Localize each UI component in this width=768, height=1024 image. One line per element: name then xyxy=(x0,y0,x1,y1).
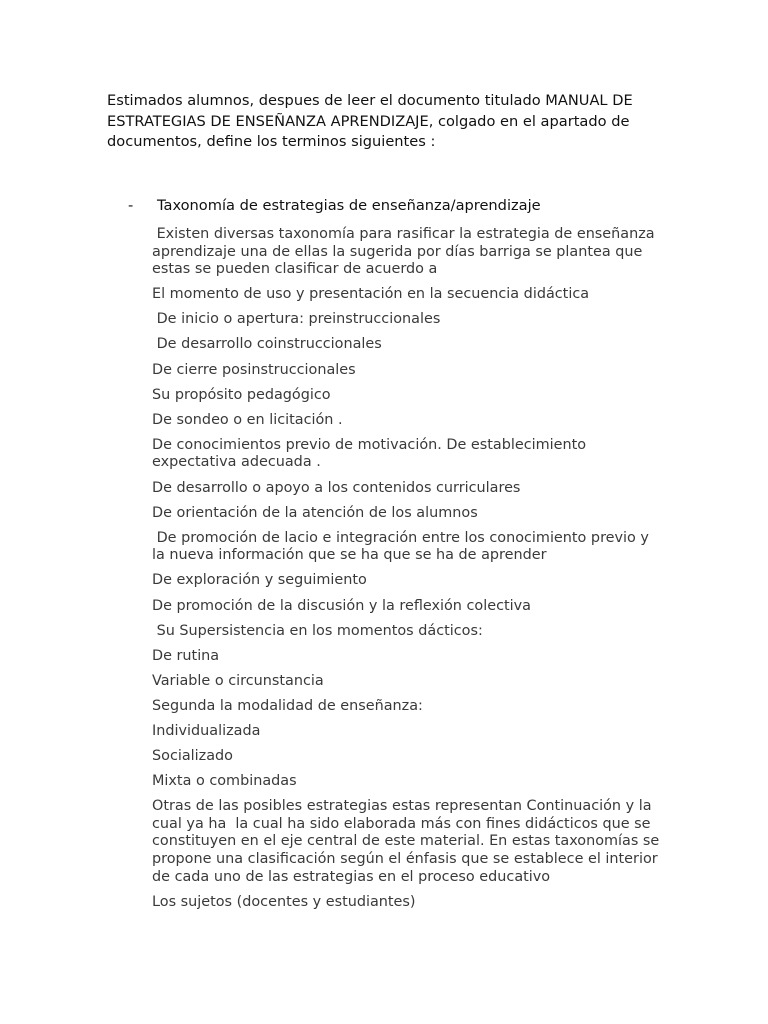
paragraph: De rutina xyxy=(152,647,220,664)
paragraph: De exploración y seguimiento xyxy=(152,572,367,589)
paragraph: Su propósito pedagógico xyxy=(152,386,331,403)
paragraph: De promoción de lacio e integración entre los conocimiento previo y la nueva información que se ha que se ha de aprender xyxy=(152,529,649,564)
paragraph: De orientación de la atención de los alumnos xyxy=(152,504,478,521)
paragraph: Mixta o combinadas xyxy=(152,773,297,790)
paragraph: De cierre posinstruccionales xyxy=(152,361,356,378)
paragraph: De desarrollo o apoyo a los contenidos curriculares xyxy=(152,479,521,496)
paragraph: Individualizada xyxy=(152,722,261,739)
paragraph: Socializado xyxy=(152,748,233,765)
paragraph: Existen diversas taxonomía para rasificar la estrategia de enseñanza aprendizaje una de ellas la sugerida por días barriga se plantea que estas se pueden clasificar de acuerdo a xyxy=(152,226,655,278)
paragraph: De conocimientos previo de motivación. De establecimiento expectativa adecuada . xyxy=(152,436,587,471)
paragraph: De desarrollo coinstruccionales xyxy=(152,336,382,353)
intro-paragraph: Estimados alumnos, despues de leer el documento titulado MANUAL DE ESTRATEGIAS DE ENSEÑANZA APRENDIZAJE, colgado en el apartado de documentos, define los terminos siguientes : xyxy=(107,92,633,150)
paragraph: De sondeo o en licitación . xyxy=(152,411,343,428)
paragraph: Variable o circunstancia xyxy=(152,672,324,689)
section-heading: Taxonomía de estrategias de enseñanza/aprendizaje xyxy=(157,197,541,214)
paragraph: Su Supersistencia en los momentos dácticos: xyxy=(152,622,483,639)
bullet-marker: - xyxy=(128,197,134,214)
paragraph: El momento de uso y presentación en la secuencia didáctica xyxy=(152,286,590,303)
paragraph: Otras de las posibles estrategias estas representan Continuación y la cual ya ha la cual ha sido elaborada más con fines didácticos que se constituyen en el eje central de este material. En estas taxonomías se propone una clasificación según el énfasis que se establece el interior de cada uno de las estrategias en el proceso educativo xyxy=(152,798,660,885)
paragraph: Los sujetos (docentes y estudiantes) xyxy=(152,893,416,910)
section-body xyxy=(152,226,692,919)
paragraph: Segunda la modalidad de enseñanza: xyxy=(152,697,423,714)
paragraph: De promoción de la discusión y la reflexión colectiva xyxy=(152,597,531,614)
paragraph: De inicio o apertura: preinstruccionales xyxy=(152,311,441,328)
